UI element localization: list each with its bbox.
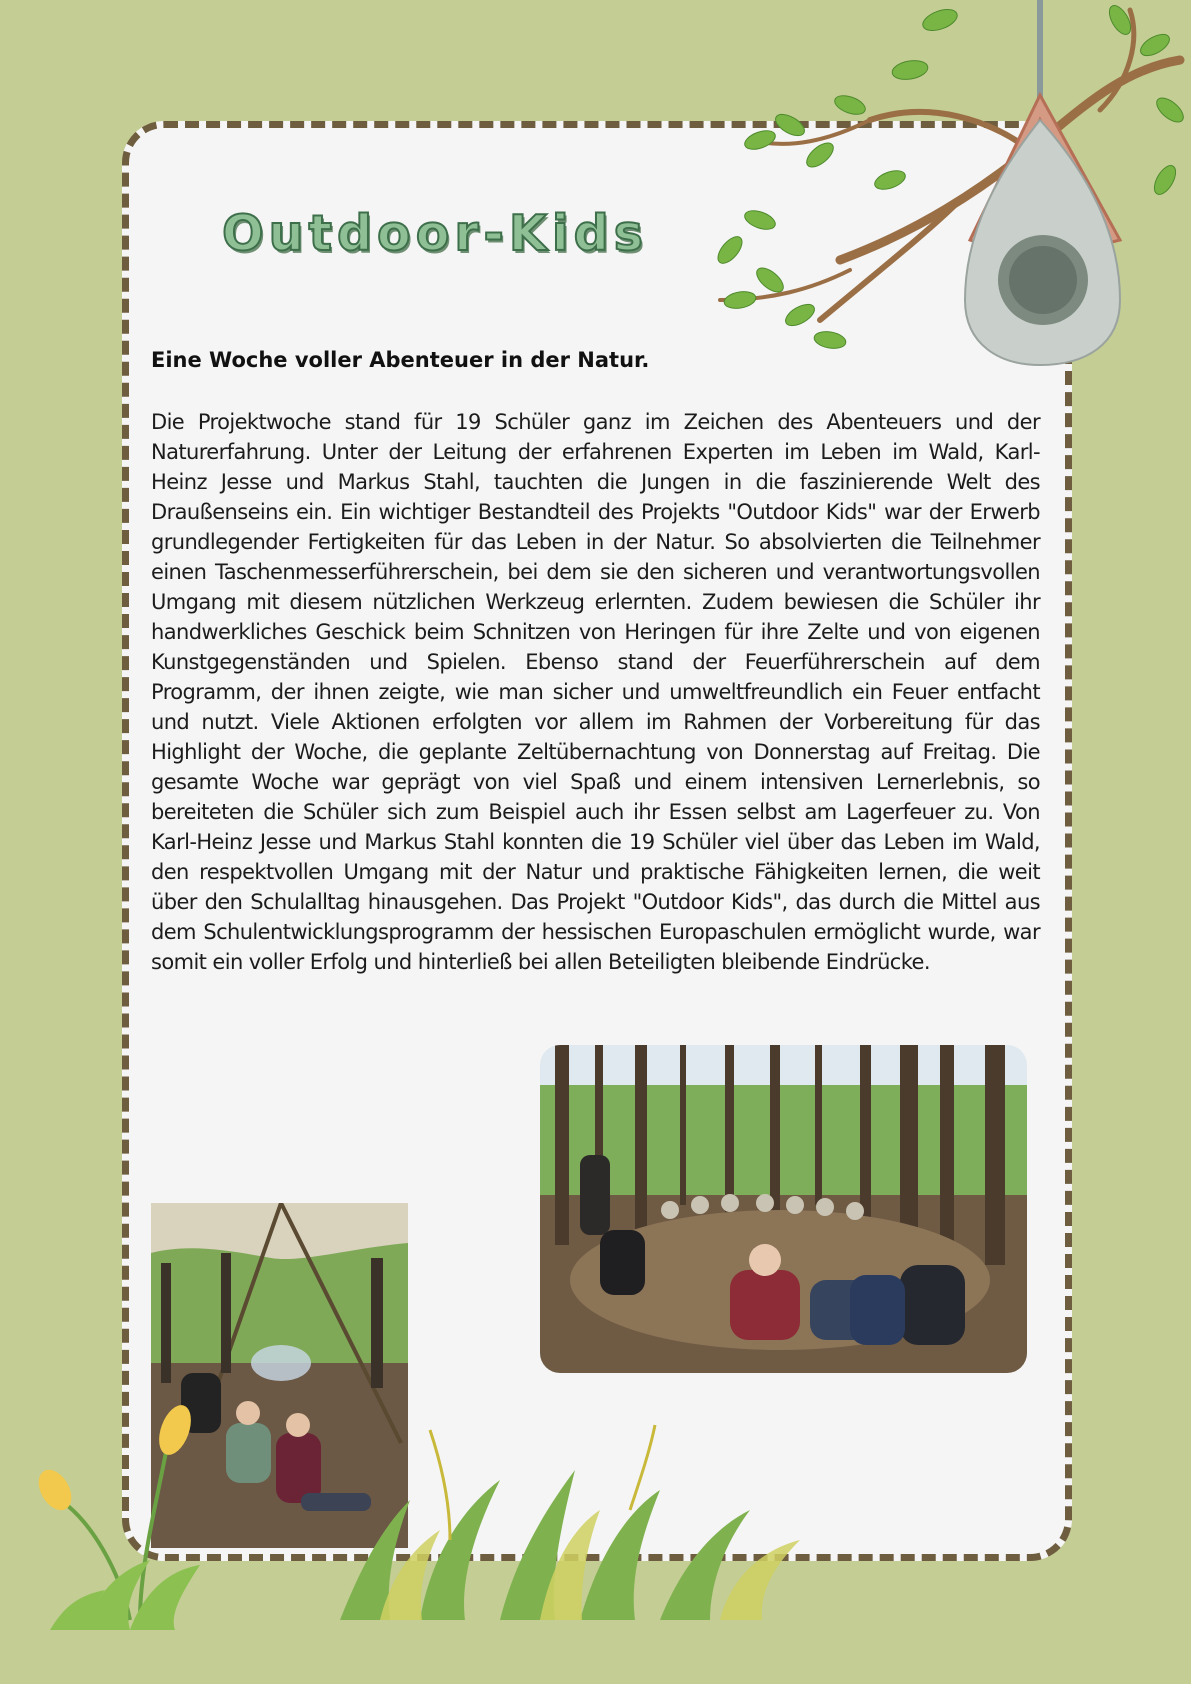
grass-icon xyxy=(300,1420,840,1620)
page-subtitle: Eine Woche voller Abenteuer in der Natur. xyxy=(151,348,650,372)
article-body: Die Projektwoche stand für 19 Schüler ganz im Zeichen des Abenteuers und der Naturerfahrung. Unter der Leitung der erfahrenen Experten im Leben im Wald, Karl-Heinz Jesse und Markus Stahl, tauchten die Jungen in die faszinierende Welt des Draußenseins ein. Ein wichtiger Bestandteil des Projekts "Outdoor Kids" war der Erwerb grundlegender Fertigkeiten für das Leben in der Natur. So absolvierten die Teilnehmer einen Taschenmesserführerschein, bei dem sie den sicheren und verantwortungsvollen Umgang mit diesem nützlichen Werkzeug erlernten. Zudem bewiesen die Schüler ihr handwerkliches Geschick beim Schnitzen von Heringen für ihre Zelte und von eigenen Kunstgegenständen und Spielen. Ebenso stand der Feuerführerschein auf dem Programm, der ihnen zeigte, wie man sicher und umweltfreundlich ein Feuer entfacht und nutzt. Viele Aktionen erfolgten vor allem im Rahmen der Vorbereitung für das Highlight der Woche, die geplante Zeltübernachtung von Donnerstag auf Freitag. Die gesamte Woche war geprägt von viel Spaß und einem intensiven Lernerlebnis, so bereiteten die Schüler sich zum Beispiel auch ihr Essen selbst am Lagerfeuer zu. Von Karl-Heinz Jesse und Markus Stahl konnten die 19 Schüler viel über das Leben im Wald, den respektvollen Umgang mit der Natur und praktische Fähigkeiten lernen, die weit über den Schulalltag hinausgehen. Das Projekt "Outdoor Kids", das durch die Mittel aus dem Schulentwicklungsprogramm der hessischen Europaschulen ermöglicht wurde, war somit ein voller Erfolg und hinterließ bei allen Beteiligten bleibende Eindrücke. xyxy=(151,410,1040,974)
flower-icon xyxy=(20,1390,230,1630)
branch-icon xyxy=(700,0,1191,380)
forest-group-photo xyxy=(540,1045,1027,1373)
page-title: Outdoor-Kids xyxy=(222,205,648,262)
